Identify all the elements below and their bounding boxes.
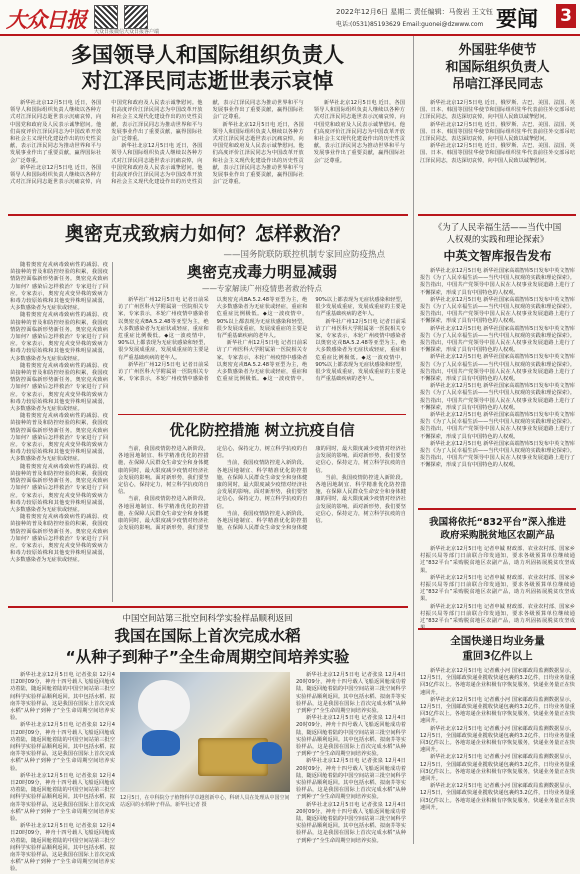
space-paragraph: 新华社北京12月5日电 记者张泉 12月4日20时09分，神舟十四号载人飞船返回舱成功着陆，随返回舱着陆的中国空间站第三批空间科学实验样品顺利返回。其中包括水稻、拟南芥等实验样品，这是我国在国际上首次完成水稻“从种子到种子”全生命周期空间培养实验。: [296, 672, 406, 715]
lead-headline: [10, 42, 405, 94]
page-number: 3: [556, 4, 576, 28]
lead-paragraph: 新华社北京12月5日电 近日，各国领导人和国际组织负责人继续以各种方式对江泽民同志逝世表示沉痛哀悼，向中国党和政府及人民表示诚挚慰问。他们高度评价江泽民同志为中国改革开放和社会主义现代化建设作出的历史性贡献，表示江泽民同志为推动世界和平与发展事业作出了重要贡献，赢得国际社会广泛尊重。: [111, 100, 304, 186]
side2-headline-main: 中英文智库报告发布: [443, 249, 552, 263]
side1-headline-line: 吊唁江泽民同志: [451, 77, 543, 92]
covid3-article-body: [118, 446, 406, 602]
qr-code-icon: [94, 5, 118, 29]
space-paragraph: 新华社北京12月5日电 记者张泉 12月4日20时09分，神舟十四号载人飞船返回舱成功着陆，随返回舱着陆的中国空间站第三批空间科学实验样品顺利返回。其中包括水稻、拟南芥等实验样品，这是我国在国际上首次完成水稻“从种子到种子”全生命周期空间培养实验。: [10, 823, 115, 873]
covid3-paragraph: 当前，我国疫情防控进入新阶段。各地因地制宜、科学精准优化防控措施，在保障人民群众生命安全和身体健康的同时，最大限度减少疫情对经济社会发展的影响。面对新形势，我们要坚定信心，保持定力，树立科学抗疫的自信。: [118, 446, 308, 532]
covid2-subtitle: ——专家解读广州疫情患者救治特点: [202, 284, 322, 293]
side4-paragraph: 新华社北京12月5日电 记者戴小河 国家邮政局监测数据显示，12月5日，全国邮政快递业揽收快递包裹约3.2亿件，日均业务量重回3亿件以上。各地寄递企业积极有序恢复服务，快递业务量正在快速回升。: [420, 783, 575, 811]
section-rule: [418, 508, 576, 510]
lead-headline-line: 对江泽民同志逝世表示哀悼: [81, 69, 334, 93]
side2-headline-line: 《为了人民幸福生活——当代中国: [433, 223, 562, 233]
side2-paragraph: 新华社北京12月5日电 新华社国家高端智库5日发布中英文智库报告《为了人民幸福生活——当代中国人权观的实践和理论探索》。报告指出，中国共产党领导中国人民在人权事业发展道路上进行了不懈探索，形成了具有中国特色的人权观。: [420, 325, 575, 354]
side1-paragraph: 新华社北京12月5日电 近日，俄罗斯、古巴、美国、法国、英国、日本、韩国等国驻华使节和国际组织驻华代表前往外交部吊唁江泽民同志，表达深切哀悼，向中国人民致以诚挚慰问。: [420, 121, 575, 143]
side3-paragraph: 新华社北京12月5日电 记者申铖 财政部、农业农村部、国家乡村振兴局等部门日前联合印发通知，要求各级预算单位继续通过“832平台”采购脱贫地区农副产品，助力巩固拓展脱贫攻坚成果。: [420, 574, 575, 603]
side4-article-body: [420, 668, 575, 842]
space-article-body: [10, 672, 115, 873]
space-kicker: 中国空间站第三批空间科学实验样品顺利返回: [122, 614, 293, 624]
lead-paragraph: 新华社北京12月5日电 近日，各国领导人和国际组织负责人继续以各种方式对江泽民同志逝世表示沉痛哀悼，向中国党和政府及人民表示诚挚慰问。他们高度评价江泽民同志为中国改革开放和社会主义现代化建设作出的历史性贡献，表示江泽民同志为推动世界和平与发展事业作出了重要贡献，赢得国际社会广泛尊重。: [10, 100, 203, 186]
side1-headline-line: 和国际组织负责人: [445, 60, 550, 75]
space-headline-line: 我国在国际上首次完成水稻: [114, 627, 301, 645]
covid-paragraph: 随着奥密克戎病毒致病性的减弱、疫苗接种的普及和防控经验的积累，我国疫情防控面临新形势新任务。奥密克戎致病力如何？感染后怎样救治？专家进行了回应。专家表示，奥密克戎变异株的致病力和毒力较原始株和其他变异株明显减弱，大多数感染者为无症状或轻症。: [10, 262, 108, 312]
covid2-paragraph: 新华社广州12月5日电 记者日前采访了广州医科大学附属第一医院相关专家，专家表示，本轮广州疫情中感染者以奥密克戎BA.5.2.48等亚型为主，绝大多数感染者为无症状或轻症，重症和危重症比例极低。◆这一波疫情中，90%以上都表现为无症状感染和轻型，很少发展成重症，发展成重症的主要是有严重基础疾病的老年人。: [315, 318, 406, 383]
side2-paragraph: 新华社北京12月5日电 新华社国家高端智库5日发布中英文智库报告《为了人民幸福生活——当代中国人权观的实践和理论探索》。报告指出，中国共产党领导中国人民在人权事业发展道路上进行了不懈探索，形成了具有中国特色的人权观。: [420, 412, 575, 440]
side2-article-body: [420, 268, 575, 504]
section-rule: [418, 214, 576, 216]
space-headline-line: “从种子到种子”全生命周期空间培养实验: [65, 648, 350, 666]
covid-paragraph: 随着奥密克戎病毒致病性的减弱、疫苗接种的普及和防控经验的积累，我国疫情防控面临新形势新任务。奥密克戎致病力如何？感染后怎样救治？专家进行了回应。专家表示，奥密克戎变异株的致病力和毒力较原始株和其他变异株明显减弱，大多数感染者为无症状或轻症。: [10, 463, 108, 513]
side2-paragraph: 新华社北京12月5日电 新华社国家高端智库5日发布中英文智库报告《为了人民幸福生活——当代中国人权观的实践和理论探索》。报告指出，中国共产党领导中国人民在人权事业发展道路上进行了不懈探索，形成了具有中国特色的人权观。: [420, 354, 575, 383]
covid3-headline: 优化防控措施 树立抗疫自信: [169, 421, 355, 439]
side1-headline: [420, 42, 575, 93]
side3-paragraph: 新华社北京12月5日电 记者申铖 财政部、农业农村部、国家乡村振兴局等部门日前联合印发通知，要求各级预算单位继续通过“832平台”采购脱贫地区农副产品，助力巩固拓展脱贫攻坚成: [420, 603, 575, 625]
covid-article-body: [10, 262, 108, 604]
covid2-paragraph: 新华社广州12月5日电 记者日前采访了广州医科大学附属第一医院相关专家，专家表示，本轮广州疫情中感染者以奥密克戎BA.5.2.48等亚型为主，绝大多数感染者为无症状或轻症，重症和危重症比例极低。◆这一波疫情中，90%以上都表现为无症状感染和轻型，很少发展成重症，发展成重症的主要是有严重基础疾病的老年人。: [118, 297, 209, 361]
newspaper-logo: 大众日报: [6, 7, 86, 32]
side2-paragraph: 新华社北京12月5日电 新华社国家高端智库5日发布中英文智库报告《为了人民幸福生活——当代中国人权观的实践和理论探索》。报告指出，中国共产党领导中国人民在人权事业发展道路上进行了不懈探索，形成了具有中国特色的人权观。: [420, 440, 575, 469]
section-rule: [118, 414, 406, 415]
lead-paragraph: 新华社北京12月5日电 近日，各国领导人和国际组织负责人继续以各种方式对江泽民同志逝世表示沉痛哀悼，向中国党和政府及人民表示诚挚慰问。他们高度评价江泽民同志为中国改革开放和社会主义现代化建设作出的历史性贡献，表示江泽民同志为推动世界和平与发展事业作出了重要贡献，赢得国际社会广泛尊重。: [313, 100, 405, 164]
side4-paragraph: 新华社北京12月5日电 记者戴小河 国家邮政局监测数据显示，12月5日，全国邮政快递业揽收快递包裹约3.2亿件，日均业务量重回3亿件以上。各地寄递企业积极有序恢复服务，快递业务量正在快速回升。: [420, 754, 575, 783]
column-divider: [112, 262, 113, 602]
space-paragraph: 新华社北京12月5日电 记者张泉 12月4日20时09分，神舟十四号载人飞船返回舱成功着陆，随返回舱着陆的中国空间站第三批空间科学实验样品顺利返回。其中包括水稻、拟南芥等实验样品，这是我国在国际上首次完成水稻“从种子到种子”全生命周期空间培养实验。: [296, 758, 406, 801]
space-paragraph: 新华社北京12月5日电 记者张泉 12月4日20时09分，神舟十四号载人飞船返回舱成功着陆，随返回舱着陆的中国空间站第三批空间科学实验样品顺利返回。其中包括水稻、拟南芥等实验样品，这是我国在国际上首次完成水稻“从种子到种子”全生命周期空间培养实验。: [296, 715, 406, 758]
covid-paragraph: 随着奥密克戎病毒致病性的减弱、疫苗接种的普及和防控经验的积累，我国疫情防控面临新形势新任务。奥密克戎致病力如何？感染后怎样救治？专家进行了回应。专家表示，奥密克戎变异株的致病力和毒力较原始株和其他变异株明显减弱，大多数感染者为无症状或轻症。: [10, 514, 108, 564]
covid3-paragraph: 当前，我国疫情防控进入新阶段。各地因地制宜、科学精准优化防控措施，在保障人民群众生命安全和身体健康的同时，最大限度减少疫情对经济社会发展的影响。面对新形势，我们要坚定信心，保持定力，树立科学抗疫的自信。: [118, 446, 209, 496]
space-paragraph: 新华社北京12月5日电 记者张泉 12月4日20时09分，神舟十四号载人飞船返回舱成功着陆，随返回舱着陆的中国空间站第三批空间科学实验样品顺利返回。其中包括水稻、拟南芥等实验样品，这是我国在国际上首次完成水稻“从种子到种子”全生命周期空间培养实验。: [296, 801, 406, 844]
covid2-paragraph: 新华社广州12月5日电 记者日前采访了广州医科大学附属第一医院相关专家，专家表示，本轮广州疫情中感染者以奥密克戎BA.5.2.48等亚型为主，绝大多数感染者为无症状或轻症，重症和危重症比例极低。◆这一波疫情中，90%以上都表现为无症状感染和轻型，很少发展成重症，发展成重症的主要是有严重基础疾病的老年人。: [118, 297, 308, 383]
side4-paragraph: 新华社北京12月5日电 记者戴小河 国家邮政局监测数据显示，12月5日，全国邮政快递业揽收快递包裹约3.2亿件，日均业务量重回3亿件以上。各地寄递企业积极有序恢复服务，快递业务量正在快速回升。: [420, 696, 575, 725]
side4-paragraph: 新华社北京12月5日电 记者戴小河 国家邮政局监测数据显示，12月5日，全国邮政快递业揽收快递包裹约3.2亿件，日均业务量重回3亿件以上。各地寄递企业积极有序恢复服务，快递业务量正在快速回升。: [420, 725, 575, 754]
section-rule: [418, 628, 576, 630]
covid2-paragraph: 新华社广州12月5日电 记者日前采访了广州医科大学附属第一医院相关专家，专家表示，本轮广州疫情中感染者以奥密克戎BA.5.2.48等亚型为主，绝大多数感染者为无症状或轻症，重症和危重症比例极低。◆这一波疫情中，90%以上都表现为无症状感染和轻型，很少发展成重症，发展成重症的主要是有严重基础疾病的老年人。: [216, 297, 406, 383]
masthead: [0, 0, 580, 36]
side3-paragraph: 新华社北京12月5日电 记者申铖 财政部、农业农村部、国家乡村振兴局等部门日前联合印发通知，要求各级预算单位继续通过“832平台”采购脱贫地区农副产品，助力巩固拓展脱贫攻坚成果。: [420, 546, 575, 574]
covid-subtitle: ——国务院联防联控机制专家回应防疫热点: [223, 250, 385, 260]
covid3-paragraph: 当前，我国疫情防控进入新阶段。各地因地制宜、科学精准优化防控措施，在保障人民群众生命安全和身体健康的同时，最大限度减少疫情对经济社会发展的影响。面对新形势，我们要坚定信心，保持定力，树立科学抗疫的自信。: [216, 446, 406, 532]
space-headline: [10, 626, 405, 668]
covid-headline: 奥密克戎致病力如何？怎样救治？: [64, 223, 350, 245]
side4-headline-line: 全国快递日均业务量: [450, 635, 545, 647]
section-rule: [8, 214, 408, 216]
covid-paragraph: 随着奥密克戎病毒致病性的减弱、疫苗接种的普及和防控经验的积累，我国疫情防控面临新形势新任务。奥密克戎致病力如何？感染后怎样救治？专家进行了回应。专家表示，奥密克戎变异株的致病力和毒力较原始株和其他变异株明显减弱，大多数感染者为无症状或轻症。: [10, 362, 108, 413]
qr-caption: 大众日报客户端: [124, 29, 160, 35]
side2-paragraph: 新华社北京12月5日电 新华社国家高端智库5日发布中英文智库报告《为了人民幸福生活——当代中国人权观的实践和理论探索》。报告指出，中国共产党领导中国人民在人权事业发展道路上进行了不懈探索，形成了具有中国特色的人权观。: [420, 296, 575, 325]
lead-paragraph: 新华社北京12月5日电 近日，各国领导人和国际组织负责人继续以各种方式对江泽民同志逝世表示沉痛哀悼，向中国党和政府及人民表示诚挚慰问。他们高度评价江泽民同志为中国改革开放和社会主义现代化建设作出的历史性贡献，表示江泽民同志为推动世界和平与发展事业作出了重要贡献，赢得国际社会广泛尊重。: [10, 100, 102, 164]
covid-paragraph: 随着奥密克戎病毒致病性的减弱、疫苗接种的普及和防控经验的积累，我国疫情防控面临新形势新任务。奥密克戎致病力如何？感染后怎样救治？专家进行了回应。专家表示，奥密克戎变异株的致病力和毒力较原始株和其他变异株明显减弱，大多数感染者为无症状或轻症。: [10, 413, 108, 463]
qr-code-icon: [124, 5, 148, 29]
side4-headline: [420, 634, 575, 664]
lead-headline-line: 多国领导人和国际组织负责人: [71, 43, 344, 67]
side1-article-body: [420, 100, 575, 208]
lead-paragraph: 新华社北京12月5日电 近日，各国领导人和国际组织负责人继续以各种方式对江泽民同志逝世表示沉痛哀悼，向中国党和政府及人民表示诚挚慰问。他们高度评价江泽民同志为中国改革开放和社会主义现代化建设作出的历史性贡献，表示江泽民同志为推动世界和平与发展事业作出了重要贡献，赢得国际社会广泛尊重。: [212, 121, 304, 186]
space-paragraph: 新华社北京12月5日电 记者张泉 12月4日20时09分，神舟十四号载人飞船返回舱成功着陆，随返回舱着陆的中国空间站第三批空间科学实验样品顺利返回。其中包括水稻、拟南芥等实验样品，这是我国在国际上首次完成水稻“从种子到种子”全生命周期空间培养实验。: [10, 722, 115, 772]
qr-caption: 大众日报微信: [94, 29, 125, 35]
column-divider: [413, 36, 414, 844]
space-paragraph: 新华社北京12月5日电 记者张泉 12月4日20时09分，神舟十四号载人飞船返回舱成功着陆，随返回舱着陆的中国空间站第三批空间科学实验样品顺利返回。其中包括水稻、拟南芥等实验样品，这是我国在国际上首次完成水稻“从种子到种子”全生命周期空间培养实验。: [10, 672, 115, 722]
covid3-paragraph: 当前，我国疫情防控进入新阶段。各地因地制宜、科学精准优化防控措施，在保障人民群众生命安全和身体健康的同时，最大限度减少疫情对经济社会发展的影响。面对新形势，我们要坚定信心，保持定力，树立科学抗疫的自信。: [315, 474, 406, 525]
space-article-body-right: [296, 672, 406, 842]
side3-article-body: [420, 546, 575, 624]
side2-paragraph: 新华社北京12月5日电 新华社国家高端智库5日发布中英文智库报告《为了人民幸福生活——当代中国人权观的实践和理论探索》。报告指出，中国共产党领导中国人民在人权事业发展道路上进行了不懈探索，形成了具有中国特色的人权观。: [420, 268, 575, 296]
side3-headline: [420, 516, 575, 542]
side1-paragraph: 新华社北京12月5日电 近日，俄罗斯、古巴、美国、法国、英国、日本、韩国等国驻华使节和国际组织驻华代表前往外交部吊唁江泽民同志，表达深切哀悼，向中国人民致以诚挚慰问。: [420, 143, 575, 164]
lead-article-body: [10, 100, 405, 210]
side2-headline-line: 人权观的实践和理论探索》: [446, 235, 549, 245]
side2-paragraph: 新华社北京12月5日电 新华社国家高端智库5日发布中英文智库报告《为了人民幸福生活——当代中国人权观的实践和理论探索》。报告指出，中国共产党领导中国人民在人权事业发展道路上进行了不懈探索，形成了具有中国特色的人权观。: [420, 383, 575, 411]
space-paragraph: 新华社北京12月5日电 记者张泉 12月4日20时09分，神舟十四号载人飞船返回舱成功着陆，随返回舱着陆的中国空间站第三批空间科学实验样品顺利返回。其中包括水稻、拟南芥等实验样品，这是我国在国际上首次完成水稻“从种子到种子”全生命周期空间培养实验。: [10, 772, 115, 823]
covid3-paragraph: 当前，我国疫情防控进入新阶段。各地因地制宜、科学精准优化防控措施，在保障人民群众生命安全和身体健康的同时，最大限度减少疫情对经济社会发展的影响。面对新形势，我们要坚定信心，保持定力，树立科学抗疫的自信。: [216, 460, 308, 510]
covid-paragraph: 随着奥密克戎病毒致病性的减弱、疫苗接种的普及和防控经验的积累，我国疫情防控面临新形势新任务。奥密克戎致病力如何？感染后怎样救治？专家进行了回应。专家表示，奥密克戎变异株的致病力和毒力较原始株和其他变异株明显减弱，大多数感染者为无症状或轻症。: [10, 312, 108, 362]
section-name: 要闻: [496, 7, 538, 31]
side1-paragraph: 新华社北京12月5日电 近日，俄罗斯、古巴、美国、法国、英国、日本、韩国等国驻华使节和国际组织驻华代表前往外交部吊唁江泽民同志，表达深切哀悼，向中国人民致以诚挚慰问。: [420, 100, 575, 121]
lab-photo: [120, 672, 290, 792]
side3-headline-line: 我国将依托“832平台”深入推进: [429, 517, 566, 528]
side1-headline-line: 外国驻华使节: [458, 43, 537, 58]
covid2-article-body: [118, 297, 406, 409]
section-rule: [8, 606, 408, 608]
side4-paragraph: 新华社北京12月5日电 记者戴小河 国家邮政局监测数据显示，12月5日，全国邮政快递业揽收快递包裹约3.2亿件，日均业务量重回3亿件以上。各地寄递企业积极有序恢复服务，快递业务量正在快速回升。: [420, 668, 575, 696]
side3-headline-line: 政府采购脱贫地区农副产品: [440, 530, 555, 541]
side4-headline-line: 重回3亿件以上: [462, 650, 533, 662]
covid2-headline: 奥密克戎毒力明显减弱: [186, 263, 337, 281]
contact-line: 电话:(0531)85193629 Email:guonei@dzwww.com: [336, 21, 484, 28]
side2-headline: [420, 222, 575, 246]
photo-caption: 12月5日，在中科院分子植物科学卓越创新中心，科研人员在处理从中国空间站返回的水稻种子样品。新华社记者 摄: [120, 795, 290, 808]
dateline: 2022年12月6日 星期二 责任编辑：马俊岩 王文钰: [336, 8, 493, 16]
